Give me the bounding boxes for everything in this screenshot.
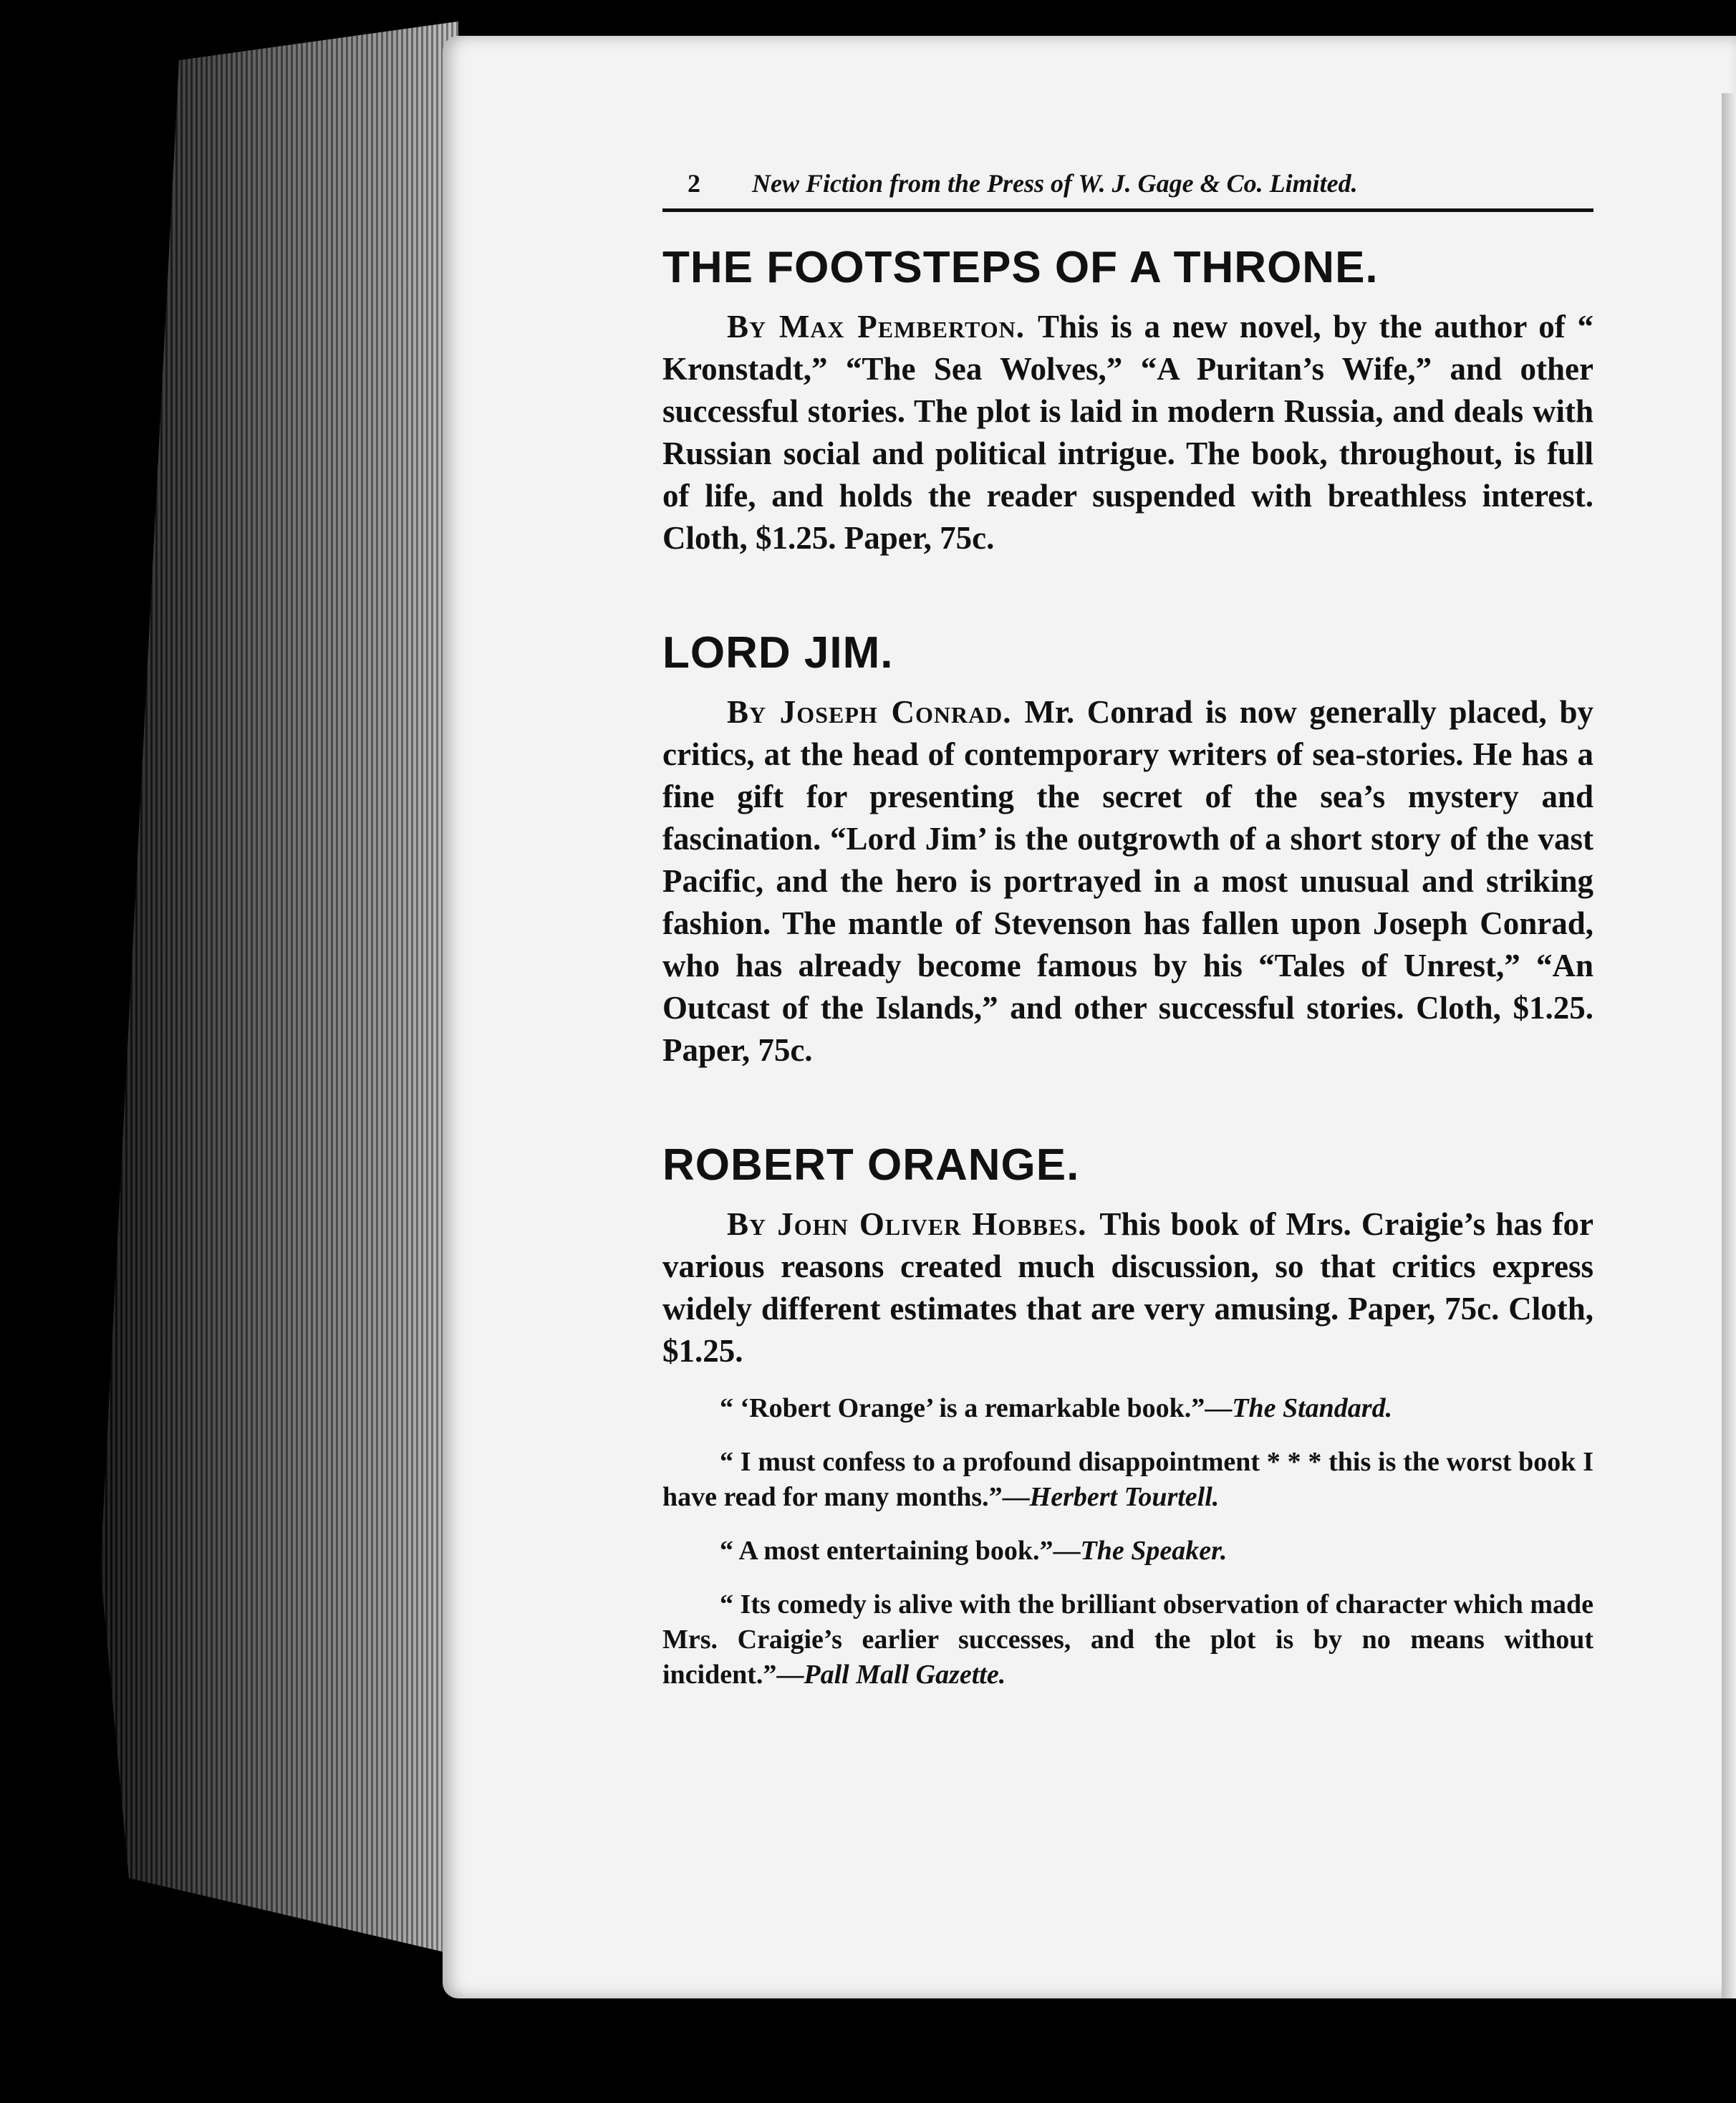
quote-source: The Standard. [1232, 1393, 1393, 1423]
press-quote [662, 1391, 1593, 1426]
book-entry-robert-orange [662, 1140, 1593, 1372]
entry-author: By Joseph Conrad. [727, 694, 1012, 730]
page-content [662, 168, 1593, 1693]
entry-title: ROBERT ORANGE. [662, 1140, 1080, 1190]
press-quote [662, 1587, 1593, 1693]
running-header [662, 168, 1593, 212]
quote-text: “ A most entertaining book.”— [720, 1536, 1081, 1566]
book-page-edges [100, 21, 458, 1955]
press-quote [662, 1445, 1593, 1515]
quote-source: The Speaker. [1080, 1536, 1228, 1566]
quote-source: Herbert Tourtell. [1029, 1482, 1220, 1512]
entry-text: This is a new novel, by the author of “ Kronstadt,” “The Sea Wolves,” “A Puritan’s Wife,” and other successful stories. The plot is laid in modern Russia, and deals with Russian social and political intrigue. The book, throughout, is full of life, and holds the reader suspended with breathless interest. Cloth, $1.25. Paper, 75c. [662, 309, 1593, 556]
quote-text: “ ‘Robert Orange’ is a remarkable book.”— [720, 1393, 1233, 1423]
running-title: New Fiction from the Press of W. J. Gage & Co. Limited. [752, 169, 1358, 198]
quote-source: Pall Mall Gazette. [804, 1660, 1006, 1690]
entry-description [662, 306, 1593, 559]
book-entry-footsteps [662, 242, 1593, 559]
entry-text: Mr. Conrad is now generally placed, by critics, at the head of contemporary writers of sea-stories. He has a fine gift for presenting the secret of the sea’s mystery and fascination. “Lord Jim’ is the outgrowth of a short story of the vast Pacific, and the hero is portrayed in a most unusual and striking fashion. The mantle of Stevenson has fallen upon Joseph Conrad, who has already become famous by his “Tales of Unrest,” “An Outcast of the Islands,” and other successful stories. Cloth, $1.25. Paper, 75c. [662, 694, 1594, 1068]
quote-text: “ Its comedy is alive with the brilliant observation of character which made Mrs. Craigie’s earlier successes, and the plot is by no means without incident.”— [662, 1589, 1593, 1690]
book-entry-lord-jim [662, 627, 1593, 1072]
entry-title: LORD JIM. [662, 628, 894, 678]
entry-author: By Max Pemberton. [727, 309, 1025, 345]
press-quotes [662, 1391, 1593, 1693]
entry-author: By John Oliver Hobbes. [727, 1206, 1087, 1242]
next-page-edge [1722, 93, 1736, 1998]
quote-text: “ I must confess to a profound disappointment * * * this is the worst book I have read for many months.”— [662, 1447, 1593, 1512]
entry-description [662, 1203, 1593, 1372]
entry-title: THE FOOTSTEPS OF A THRONE. [662, 243, 1379, 292]
entry-description [662, 691, 1593, 1072]
page-number: 2 [688, 169, 700, 198]
entry-text: This book of Mrs. Craigie’s has for various reasons created much discussion, so that critics express widely different estimates that are very amusing. Paper, 75c. Cloth, $1.25. [662, 1206, 1593, 1369]
press-quote [662, 1534, 1593, 1569]
